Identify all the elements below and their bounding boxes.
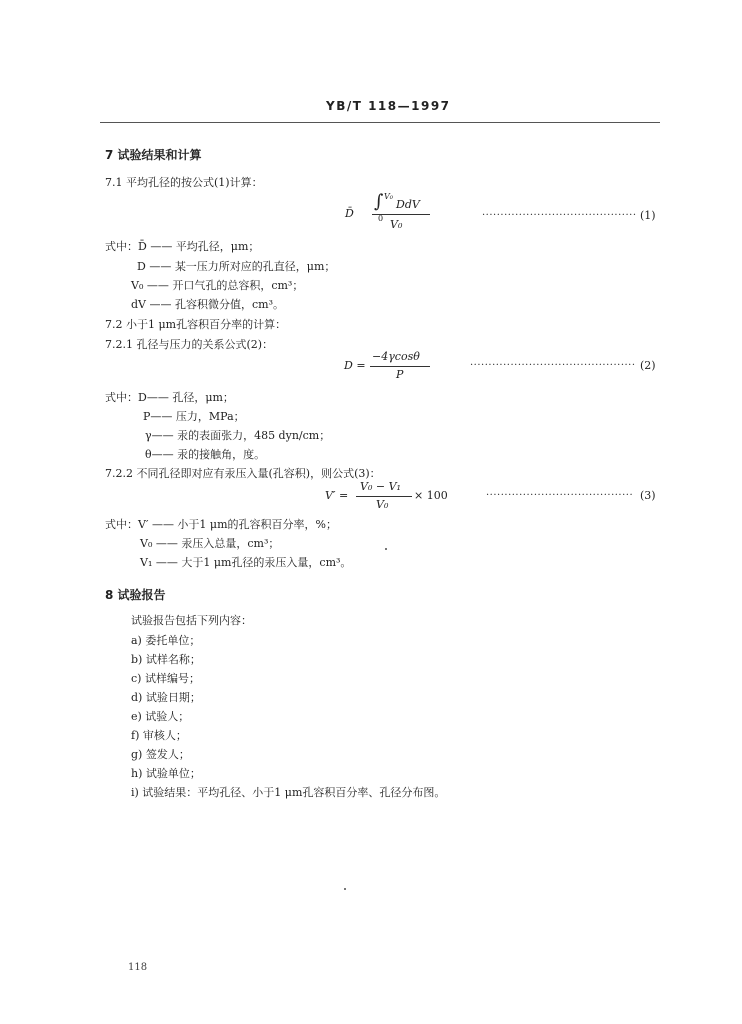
list-item: i) 试验结果：平均孔径、小于1 μm孔容积百分率、孔径分布图。: [131, 786, 446, 799]
list-item: a) 委托单位；: [131, 634, 201, 647]
scan-speck: [344, 888, 346, 890]
formula-1-denominator: V₀: [390, 218, 403, 231]
formula-3-numerator: V₀ − V₁: [360, 480, 401, 493]
formula-3-denominator: V₀: [376, 498, 389, 511]
section-7-title: 7 试验结果和计算: [105, 148, 202, 162]
where-7-1-line-2: D —— 某一压力所对应的孔直径，μm；: [137, 260, 336, 273]
integral-upper-limit: V₀: [384, 192, 393, 201]
where-7-1-line-4: dV —— 孔容积微分值，cm³。: [131, 298, 284, 311]
where-7-2-2-line-1: 式中：V′ —— 小于1 μm的孔容积百分率，%；: [105, 518, 337, 531]
where-7-2-1-line-2: P—— 压力，MPa；: [143, 410, 245, 423]
formula-2-lhs: D =: [344, 359, 366, 372]
formula-2-number: (2): [640, 359, 656, 372]
where-7-2-1-line-4: θ—— 汞的接触角，度。: [145, 448, 266, 461]
list-item: b) 试样名称；: [131, 653, 201, 666]
formula-3-multiplier: × 100: [414, 489, 448, 502]
where-7-2-2-line-2: V₀ —— 汞压入总量，cm³；: [140, 537, 280, 550]
integral-sign: ∫: [374, 191, 384, 212]
where-7-2-2-line-3: V₁ —— 大于1 μm孔径的汞压入量，cm³。: [140, 556, 352, 569]
list-item: h) 试验单位；: [131, 767, 201, 780]
leader-dots: ·············································: [470, 360, 636, 371]
fraction-bar: [356, 496, 412, 497]
leader-dots: ········································: [486, 490, 634, 501]
where-7-1-line-3: V₀ —— 开口气孔的总容积，cm³；: [131, 279, 304, 292]
fraction-bar: [370, 366, 430, 367]
fraction-bar: [372, 214, 430, 215]
list-item: f) 审核人；: [131, 729, 187, 742]
list-item: g) 签发人；: [131, 748, 190, 761]
list-item: e) 试验人；: [131, 710, 190, 723]
formula-2-numerator: −4γcosθ: [372, 350, 420, 363]
leader-dots: ··········································: [482, 210, 637, 221]
page-number: 118: [128, 962, 148, 973]
formula-1-numerator: DdV: [396, 198, 420, 211]
standard-code: YB/T 118—1997: [326, 99, 451, 113]
clause-7-1: 7.1 平均孔径的按公式(1)计算：: [105, 176, 263, 189]
header-rule: [100, 122, 660, 123]
clause-7-2: 7.2 小于1 μm孔容积百分率的计算：: [105, 318, 287, 331]
formula-2-denominator: P: [396, 368, 404, 381]
clause-7-2-2: 7.2.2 不同孔径即对应有汞压入量(孔容积)，则公式(3)：: [105, 467, 381, 480]
where-7-2-1-line-1: 式中：D—— 孔径，μm；: [105, 391, 234, 404]
where-7-2-1-line-3: γ—— 汞的表面张力，485 dyn/cm；: [145, 429, 331, 442]
list-item: d) 试验日期；: [131, 691, 201, 704]
formula-3-number: (3): [640, 489, 656, 502]
clause-7-2-1: 7.2.1 孔径与压力的关系公式(2)：: [105, 338, 274, 351]
list-item: c) 试样编号；: [131, 672, 200, 685]
scan-speck: [385, 548, 387, 550]
report-intro: 试验报告包括下列内容：: [131, 614, 252, 627]
formula-1-number: (1): [640, 209, 656, 222]
where-7-1-line-1: 式中：D̄ —— 平均孔径，μm；: [105, 240, 260, 253]
integral-lower-limit: 0: [378, 214, 384, 223]
section-8-title: 8 试验报告: [105, 588, 166, 602]
formula-3-lhs: V′ =: [325, 489, 349, 502]
formula-1-lhs: D̄: [345, 207, 354, 220]
